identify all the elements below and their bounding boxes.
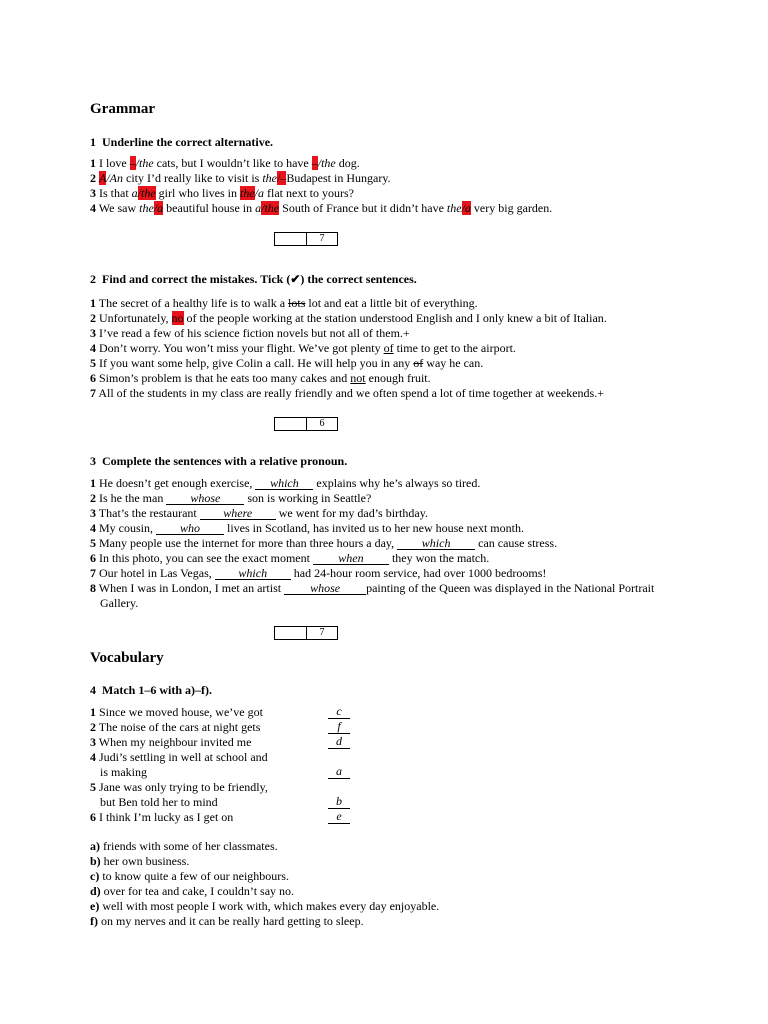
item-number: 2 <box>90 720 96 734</box>
sentence-line <box>90 296 730 311</box>
answer-blank[interactable]: which <box>397 537 475 550</box>
sentence-text: the <box>446 201 462 215</box>
option-letter: a) <box>90 839 100 853</box>
sentence-text: Many people use the internet for more than three hours a day, <box>96 536 398 550</box>
exercise-1-instruction: Underline the correct alternative. <box>102 135 274 149</box>
sentence-text: Is that <box>96 186 132 200</box>
sentence-text: /the <box>135 156 154 170</box>
match-item-text: When my neighbour invited me <box>96 735 252 749</box>
match-answer-blank[interactable]: a <box>328 765 350 779</box>
exercise-3-number: 3 <box>90 454 96 468</box>
match-item-line <box>90 720 730 735</box>
sentence-text: the <box>139 201 154 215</box>
sentence-text: If you want some help, give Colin a call. He will help you in any <box>96 356 414 370</box>
sentence-text: of the people working at the station understood English and I only knew a bit of Italian. <box>183 311 607 325</box>
sentence-text: lives in Scotland, has invited us to her new house next month. <box>224 521 524 535</box>
sentence-line <box>90 491 730 506</box>
sentence-text: a <box>131 186 138 200</box>
exercise-4-number: 4 <box>90 683 96 697</box>
item-number: 4 <box>90 201 96 215</box>
sentence-text: Simon’s problem is that he eats too many cakes and <box>96 371 351 385</box>
highlighted-answer: /a <box>461 201 471 215</box>
sentence-text: explains why he’s always so tired. <box>313 476 481 490</box>
item-number: 4 <box>90 750 96 764</box>
answer-blank[interactable]: where <box>200 507 276 520</box>
item-number: 4 <box>90 341 96 355</box>
match-item-line <box>90 705 730 720</box>
item-number: 3 <box>90 326 96 340</box>
match-item-line <box>90 795 730 810</box>
sentence-text: I love <box>96 156 130 170</box>
match-answer-blank[interactable]: e <box>328 810 350 824</box>
item-number: 6 <box>90 810 96 824</box>
sentence-text: enough fruit. <box>365 371 431 385</box>
item-number: 2 <box>90 311 96 325</box>
sentence-line <box>90 566 730 581</box>
match-item-line <box>90 780 730 795</box>
item-number: 6 <box>90 551 96 565</box>
sentence-line <box>90 186 730 201</box>
item-number: 5 <box>90 356 96 370</box>
answer-blank[interactable]: which <box>215 567 291 580</box>
sentence-text: beautiful house in <box>163 201 256 215</box>
vocabulary-heading: Vocabulary <box>90 650 164 666</box>
option-text: friends with some of her classmates. <box>100 839 278 853</box>
sentence-line <box>90 551 730 566</box>
match-item-text: Since we moved house, we’ve got <box>96 705 263 719</box>
option-letter: e) <box>90 899 100 913</box>
sentence-text: not <box>350 371 366 385</box>
sentence-text: flat next to yours? <box>264 186 354 200</box>
sentence-text: He doesn’t get enough exercise, <box>96 476 256 490</box>
sentence-text: a <box>255 201 262 215</box>
exercise-1-heading <box>90 135 273 150</box>
sentence-text: city I’d really like to visit is <box>123 171 263 185</box>
exercise-4-heading <box>90 683 212 698</box>
highlighted-answer: /– <box>277 171 287 185</box>
highlighted-answer: no <box>171 311 184 325</box>
exercise-2-instruction: Find and correct the mistakes. Tick (✔) the correct sentences. <box>102 272 417 286</box>
sentence-line <box>90 156 730 171</box>
sentence-line <box>90 386 730 401</box>
exercise-2-items <box>90 296 730 401</box>
score-max: 7 <box>319 627 325 638</box>
sentence-text: The secret of a healthy life is to walk a <box>96 296 289 310</box>
highlighted-answer: – <box>311 156 318 170</box>
item-number: 3 <box>90 186 96 200</box>
option-line <box>90 869 730 884</box>
sentence-text: time to get to the airport. <box>393 341 516 355</box>
highlighted-answer: /the <box>137 186 156 200</box>
option-line <box>90 839 730 854</box>
sentence-text: Don’t worry. You won’t miss your flight. We’ve got plenty <box>96 341 384 355</box>
sentence-line <box>90 326 730 341</box>
option-line <box>90 899 730 914</box>
sentence-text: lot and eat a little bit of everything. <box>305 296 478 310</box>
option-line <box>90 884 730 899</box>
answer-blank[interactable]: when <box>313 552 389 565</box>
match-answer-blank[interactable]: c <box>328 705 350 719</box>
sentence-text: /the <box>317 156 336 170</box>
match-item-text: Judi’s settling in well at school and <box>96 750 268 764</box>
exercise-4-items <box>90 705 730 825</box>
sentence-text: That’s the restaurant <box>96 506 200 520</box>
sentence-text: way he can. <box>423 356 484 370</box>
item-number: 2 <box>90 171 96 185</box>
sentence-text: dog. <box>335 156 360 170</box>
sentence-text: Is he the man <box>96 491 167 505</box>
sentence-text: Budapest in Hungary. <box>286 171 391 185</box>
match-item-line <box>90 735 730 750</box>
sentence-line <box>90 476 730 491</box>
sentence-text: painting of the Queen was displayed in the National Portrait <box>366 581 655 595</box>
sentence-line <box>90 341 730 356</box>
highlighted-answer: A <box>99 171 107 185</box>
exercise-1-items <box>90 156 730 216</box>
option-text: over for tea and cake, I couldn’t say no. <box>100 884 295 898</box>
grammar-heading: Grammar <box>90 101 155 117</box>
sentence-text: South of France but it didn’t have <box>279 201 447 215</box>
highlighted-answer: – <box>129 156 136 170</box>
sentence-text: Unfortunately, <box>96 311 172 325</box>
score-blank-cell[interactable] <box>275 233 307 245</box>
highlighted-answer: the <box>240 186 255 200</box>
sentence-text: Our hotel in Las Vegas, <box>96 566 215 580</box>
match-item-line <box>90 810 730 825</box>
item-number: 1 <box>90 476 96 490</box>
sentence-line: Gallery. <box>100 596 139 610</box>
sentence-text: lots <box>288 296 306 310</box>
sentence-line <box>90 521 730 536</box>
sentence-text: When I was in London, I met an artist <box>96 581 285 595</box>
option-text: to know quite a few of our neighbours. <box>99 869 289 883</box>
item-number: 2 <box>90 491 96 505</box>
score-max: 6 <box>319 418 325 429</box>
exercise-3-items <box>90 476 730 611</box>
sentence-text: cats, but I wouldn’t like to have <box>153 156 312 170</box>
exercise-4-options <box>90 839 730 929</box>
exercise-3-score-box <box>274 626 338 640</box>
option-letter: c) <box>90 869 100 883</box>
option-text: well with most people I work with, which makes every day enjoyable. <box>99 899 440 913</box>
exercise-2-score-box <box>274 417 338 431</box>
match-item-text: I think I’m lucky as I get on <box>96 810 234 824</box>
score-blank-cell[interactable] <box>275 418 307 430</box>
item-number: 1 <box>90 156 96 170</box>
sentence-text: girl who lives in <box>155 186 240 200</box>
match-item-text: Jane was only trying to be friendly, <box>96 780 268 794</box>
item-number: 5 <box>90 536 96 550</box>
score-max: 7 <box>319 233 325 244</box>
match-item-text: but Ben told her to mind <box>100 795 218 809</box>
answer-blank[interactable]: whose <box>284 582 366 595</box>
sentence-line <box>90 371 730 386</box>
sentence-text: My cousin, <box>96 521 156 535</box>
sentence-text: son is working in Seattle? <box>244 491 372 505</box>
item-number: 1 <box>90 296 96 310</box>
exercise-3-instruction: Complete the sentences with a relative pronoun. <box>102 454 348 468</box>
exercise-1-score-box <box>274 232 338 246</box>
option-line <box>90 854 730 869</box>
item-number: 7 <box>90 566 96 580</box>
sentence-text: All of the students in my class are really friendly and we often spend a lot of time together at weekends.+ <box>96 386 604 400</box>
option-text: on my nerves and it can be really hard getting to sleep. <box>98 914 364 928</box>
item-number: 3 <box>90 735 96 749</box>
exercise-3-heading <box>90 454 347 469</box>
exercise-2-heading <box>90 272 417 287</box>
item-number: 7 <box>90 386 96 400</box>
match-item-text: The noise of the cars at night gets <box>96 720 261 734</box>
sentence-text: the <box>262 171 277 185</box>
item-number: 4 <box>90 521 96 535</box>
exercise-1-number: 1 <box>90 135 96 149</box>
item-number: 1 <box>90 705 96 719</box>
item-number: 5 <box>90 780 96 794</box>
answer-blank[interactable]: who <box>156 522 224 535</box>
sentence-line <box>90 201 730 216</box>
sentence-text: had 24-hour room service, had over 1000 bedrooms! <box>290 566 547 580</box>
sentence-text: very big garden. <box>470 201 553 215</box>
match-item-line <box>90 765 730 780</box>
sentence-line <box>90 536 730 551</box>
match-answer-blank[interactable]: f <box>328 720 350 734</box>
answer-blank[interactable]: whose <box>166 492 244 505</box>
highlighted-answer: /a <box>153 201 164 215</box>
answer-blank[interactable]: which <box>255 477 313 490</box>
sentence-text: We saw <box>96 201 140 215</box>
highlighted-answer: /the <box>261 201 280 215</box>
exercise-4-instruction: Match 1–6 with a)–f). <box>102 683 212 697</box>
sentence-text: of <box>383 341 394 355</box>
option-line <box>90 914 730 929</box>
match-answer-blank[interactable]: d <box>328 735 350 749</box>
sentence-line <box>90 356 730 371</box>
exercise-2-number: 2 <box>90 272 96 286</box>
match-item-line <box>90 750 730 765</box>
option-text: her own business. <box>100 854 190 868</box>
option-letter: f) <box>90 914 98 928</box>
item-number: 6 <box>90 371 96 385</box>
item-number: 3 <box>90 506 96 520</box>
sentence-text: /a <box>254 186 265 200</box>
sentence-text: of <box>413 356 424 370</box>
match-answer-blank[interactable]: b <box>328 795 350 809</box>
sentence-text: In this photo, you can see the exact moment <box>96 551 313 565</box>
option-letter: d) <box>90 884 101 898</box>
score-blank-cell[interactable] <box>275 627 307 639</box>
sentence-line <box>90 581 730 596</box>
sentence-line <box>90 311 730 326</box>
option-letter: b) <box>90 854 101 868</box>
sentence-text: /An <box>106 171 124 185</box>
item-number: 8 <box>90 581 96 595</box>
sentence-text: can cause stress. <box>475 536 558 550</box>
sentence-text: we went for my dad’s birthday. <box>275 506 428 520</box>
sentence-line <box>90 171 730 186</box>
sentence-line <box>90 506 730 521</box>
sentence-text: they won the match. <box>388 551 490 565</box>
match-item-text: is making <box>100 765 147 779</box>
sentence-text: I’ve read a few of his science fiction novels but not all of them.+ <box>96 326 410 340</box>
